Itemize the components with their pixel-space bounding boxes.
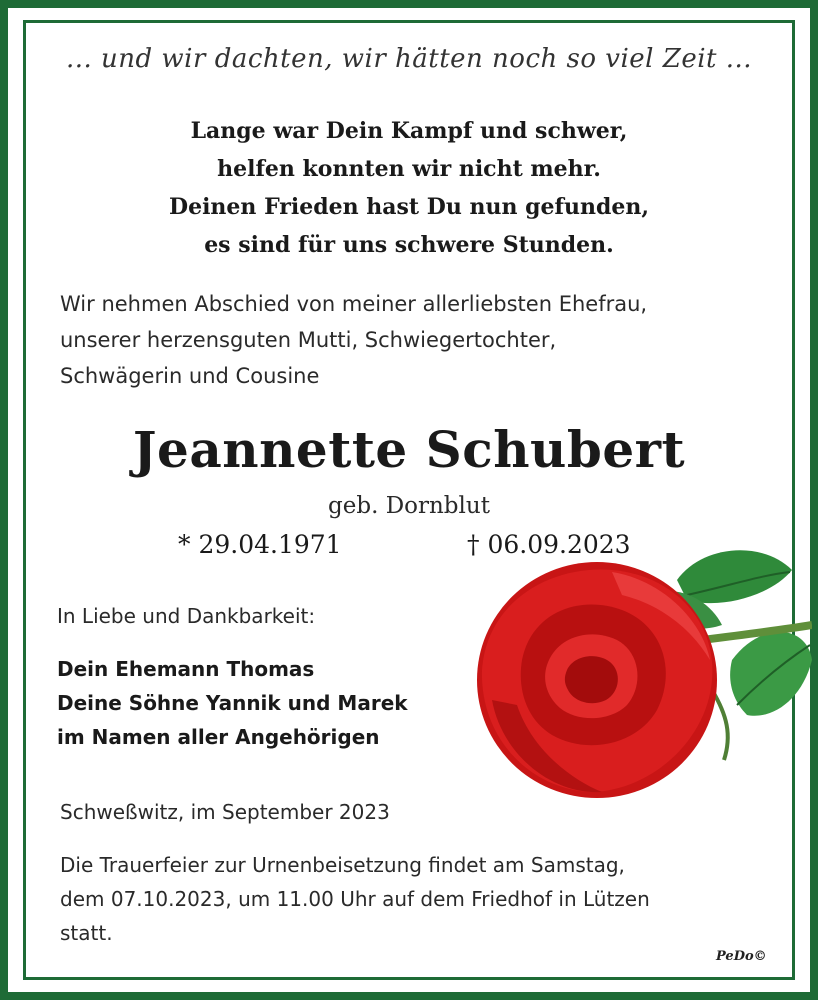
intro-line: Wir nehmen Abschied von meiner allerliebsten Ehefrau,: [60, 292, 648, 316]
poem-line: Lange war Dein Kampf und schwer,: [190, 118, 628, 144]
intro-line: unserer herzensguten Mutti, Schwiegertochter,: [60, 328, 557, 352]
funeral-notice: [60, 848, 780, 950]
poem: [0, 112, 818, 264]
birth-date: * 29.04.1971: [178, 530, 342, 559]
intro-line: Schwägerin und Cousine: [60, 364, 320, 388]
red-rose-image: [462, 540, 812, 830]
mourner-line: Deine Söhne Yannik und Marek: [57, 691, 408, 715]
farewell-intro: [60, 286, 760, 394]
designer-signature: PeDo©: [716, 949, 767, 964]
funeral-line: statt.: [60, 921, 113, 945]
funeral-line: Die Trauerfeier zur Urnenbeisetzung findet am Samstag,: [60, 853, 625, 877]
mourners-list: [57, 652, 408, 754]
poem-line: Deinen Frieden hast Du nun gefunden,: [169, 194, 649, 220]
place-date: Schweßwitz, im September 2023: [60, 800, 390, 824]
funeral-line: dem 07.10.2023, um 11.00 Uhr auf dem Friedhof in Lützen: [60, 887, 650, 911]
deceased-name: Jeannette Schubert: [132, 420, 686, 479]
script-quote: ... und wir dachten, wir hätten noch so viel Zeit ...: [65, 44, 753, 74]
death-date: † 06.09.2023: [467, 530, 631, 559]
maiden-name: geb. Dornblut: [328, 493, 490, 519]
mourner-line: im Namen aller Angehörigen: [57, 725, 380, 749]
poem-line: helfen konnten wir nicht mehr.: [217, 156, 601, 182]
mourner-line: Dein Ehemann Thomas: [57, 657, 315, 681]
poem-line: es sind für uns schwere Stunden.: [204, 232, 614, 258]
thanks-heading: In Liebe und Dankbarkeit:: [57, 604, 316, 628]
